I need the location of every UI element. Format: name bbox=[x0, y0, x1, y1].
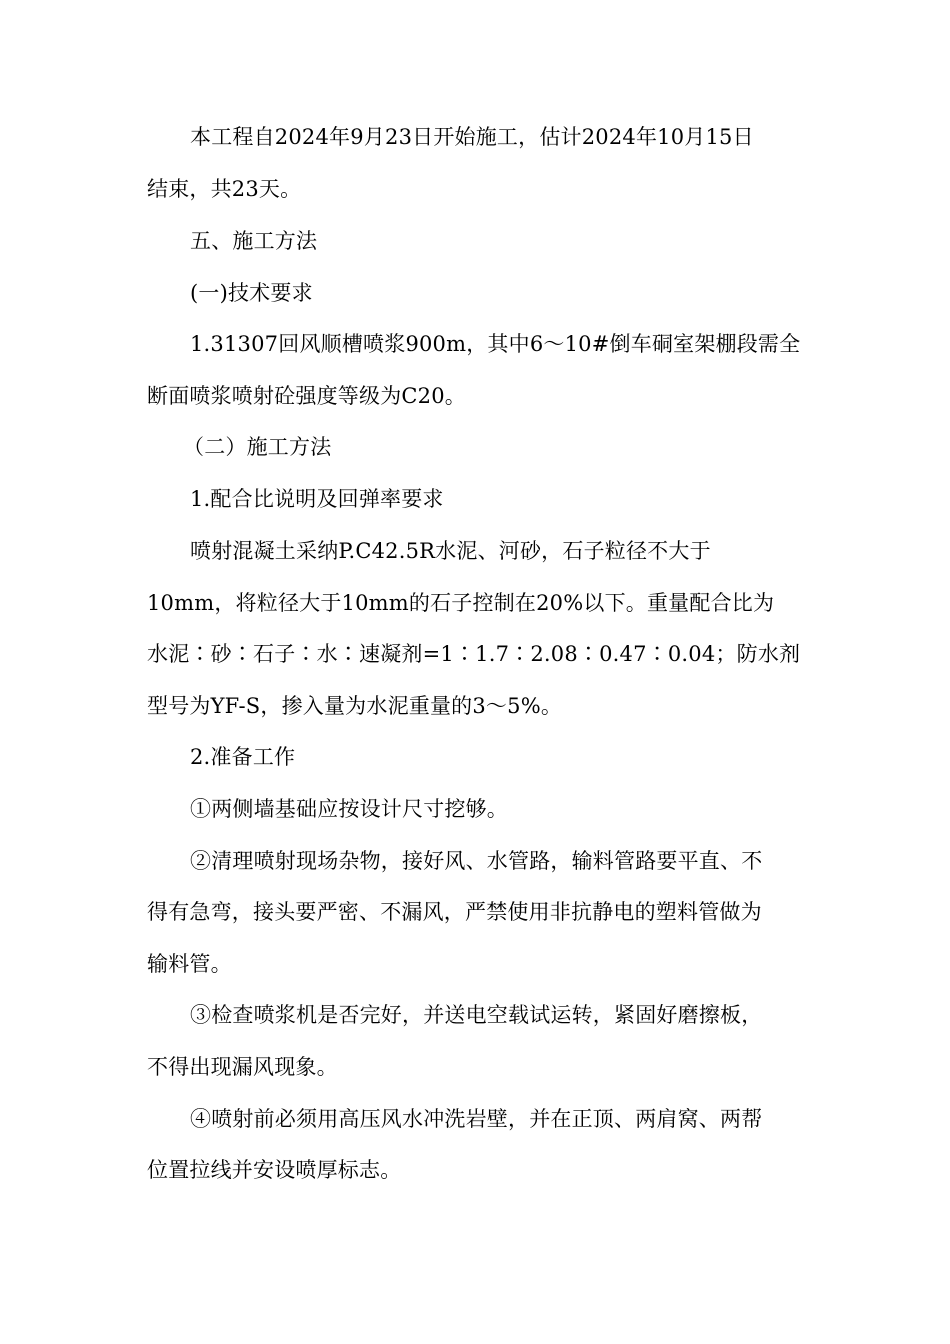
paragraph-line: 本工程自2024年9月23日开始施工，估计2024年10月15日 bbox=[190, 125, 754, 149]
paragraph-line: 水泥∶砂∶石子∶水∶速凝剂=1∶1.7∶2.08∶0.47∶0.04；防水剂 bbox=[147, 642, 801, 666]
paragraph-line: 10mm，将粒径大于10mm的石子控制在20%以下。重量配合比为 bbox=[147, 591, 775, 615]
paragraph-line: 断面喷浆喷射砼强度等级为C20。 bbox=[147, 384, 466, 408]
paragraph-line: 不得出现漏风现象。 bbox=[147, 1055, 338, 1079]
paragraph-line: 型号为YF-S，掺入量为水泥重量的3～5%。 bbox=[147, 694, 563, 718]
paragraph-line: 位置拉线并安设喷厚标志。 bbox=[147, 1158, 402, 1182]
paragraph-line: 1.31307回风顺槽喷浆900m，其中6～10#倒车硐室架棚段需全 bbox=[190, 332, 801, 356]
item-heading: 1.配合比说明及回弹率要求 bbox=[190, 487, 444, 511]
paragraph-line: 输料管。 bbox=[147, 952, 232, 976]
section-heading: 五、施工方法 bbox=[190, 229, 318, 253]
paragraph-line: 结束，共23天。 bbox=[147, 177, 302, 201]
subsection-heading: （二）施工方法 bbox=[183, 435, 332, 459]
paragraph-line: 喷射混凝土采纳P.C42.5R水泥、河砂，石子粒径不大于 bbox=[190, 539, 711, 563]
paragraph-line: 得有急弯，接头要严密、不漏风，严禁使用非抗静电的塑料管做为 bbox=[147, 900, 762, 924]
paragraph-line: ②清理喷射现场杂物，接好风、水管路，输料管路要平直、不 bbox=[190, 849, 763, 873]
item-heading: 2.准备工作 bbox=[190, 745, 296, 769]
paragraph-line: ③检查喷浆机是否完好，并送电空载试运转，紧固好磨擦板， bbox=[190, 1003, 763, 1027]
paragraph-line: ①两侧墙基础应按设计尺寸挖够。 bbox=[190, 797, 508, 821]
subsection-heading: (一)技术要求 bbox=[190, 281, 313, 305]
paragraph-line: ④喷射前必须用高压风水冲洗岩壁，并在正顶、两肩窝、两帮 bbox=[190, 1107, 763, 1131]
